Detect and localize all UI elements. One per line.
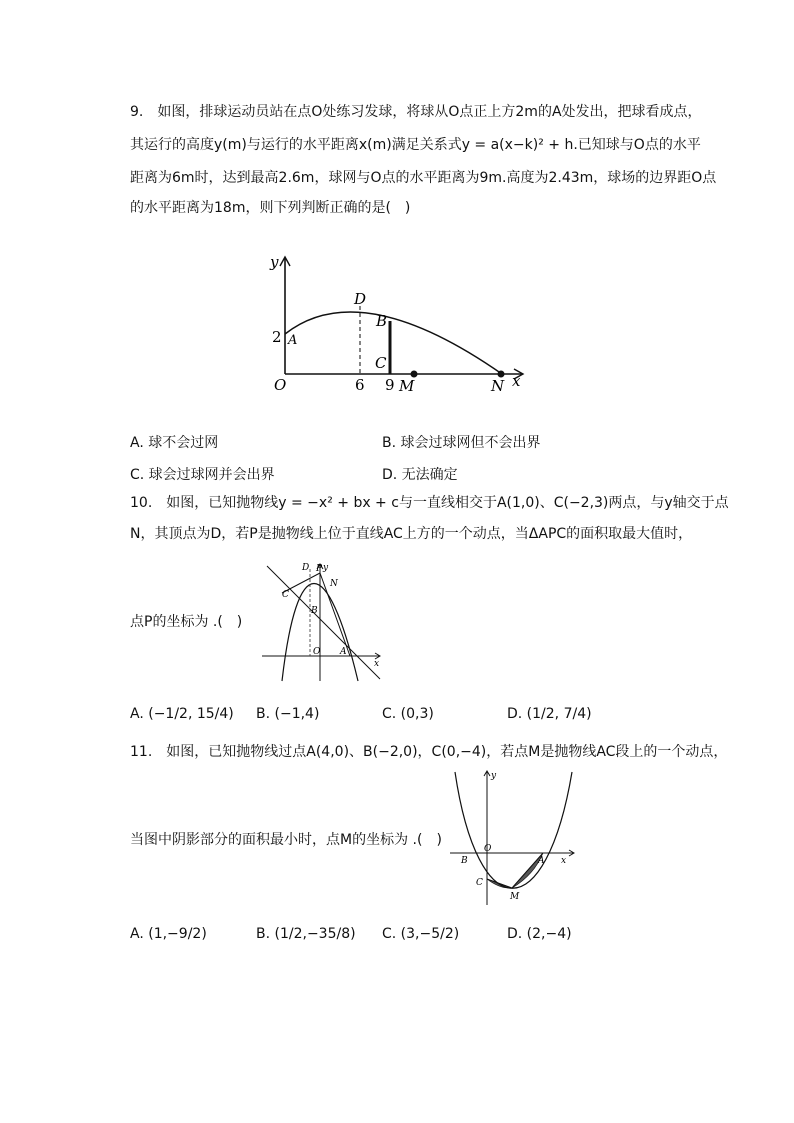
q9-option-b[interactable]: B. 球会过球网但不会出界 <box>382 435 541 451</box>
q9-option-d[interactable]: D. 无法确定 <box>382 467 458 483</box>
origin-label: O <box>313 647 321 657</box>
q10-figure <box>262 561 384 683</box>
origin-label: O <box>274 376 287 394</box>
label-c: C <box>375 354 387 372</box>
label-b: B <box>311 606 318 616</box>
y-label: y <box>323 563 329 573</box>
label-d: D <box>354 290 367 308</box>
q11-figure <box>450 767 580 907</box>
label-c: C <box>282 590 289 600</box>
y-label: y <box>491 771 497 781</box>
origin-label: O <box>484 844 492 854</box>
q11-question: 当图中阴影部分的面积最小时，点M的坐标为 .( ) <box>130 832 442 848</box>
q11-option-d[interactable]: D. (2,−4) <box>507 926 572 942</box>
q9-option-c[interactable]: C. 球会过球网并会出界 <box>130 467 275 483</box>
q10-option-b[interactable]: B. (−1,4) <box>256 706 320 722</box>
chord-cm <box>487 879 512 888</box>
y-label: y <box>270 253 279 271</box>
label-6: 6 <box>355 376 365 394</box>
x-label: x <box>374 659 380 669</box>
q11-option-a[interactable]: A. (1,−9/2) <box>130 926 207 942</box>
label-a: A <box>538 856 545 866</box>
label-m: M <box>399 377 415 395</box>
label-p: P <box>316 564 323 574</box>
parabola <box>455 772 572 888</box>
label-a: A <box>340 647 347 657</box>
q10-line-2: N，其顶点为D，若P是抛物线上位于直线AC上方的一个动点，当ΔAPC的面积取最大值时， <box>130 526 693 542</box>
label-d: D <box>302 563 310 573</box>
label-m: M <box>510 892 520 902</box>
label-2: 2 <box>272 328 282 346</box>
q9-line-2: 其运行的高度y(m)与运行的水平距离x(m)满足关系式y = a(x−k)² + h.已知球与O点的水平 <box>130 137 701 153</box>
x-label: x <box>561 856 567 866</box>
label-n: N <box>330 579 338 589</box>
q10-option-a[interactable]: A. (−1/2, 15/4) <box>130 706 234 722</box>
q10-question: 点P的坐标为 .( ) <box>130 614 243 630</box>
label-b: B <box>461 856 468 866</box>
q10-line-1: 10. 如图，已知抛物线y = −x² + bx + c与一直线相交于A(1,0)、C(−2,3)两点，与y轴交于点 <box>130 495 729 511</box>
q9-line-1: 9. 如图，排球运动员站在点O处练习发球，将球从O点正上方2m的A处发出，把球看成点， <box>130 104 702 120</box>
ball-trajectory <box>285 312 502 374</box>
q11-option-b[interactable]: B. (1/2,−35/8) <box>256 926 356 942</box>
label-b: B <box>376 312 388 330</box>
label-n: N <box>491 377 505 395</box>
q10-option-c[interactable]: C. (0,3) <box>382 706 434 722</box>
x-label: x <box>512 372 521 390</box>
q9-figure <box>262 250 532 400</box>
label-9: 9 <box>385 376 395 394</box>
label-a: A <box>288 333 298 348</box>
q9-option-a[interactable]: A. 球不会过网 <box>130 435 219 451</box>
q9-line-4: 的水平距离为18m，则下列判断正确的是( ) <box>130 200 411 216</box>
label-c: C <box>476 878 483 888</box>
q9-line-3: 距离为6m时，达到最高2.6m，球网与O点的水平距离为9m.高度为2.43m，球场的边界距O点 <box>130 170 717 186</box>
q10-option-d[interactable]: D. (1/2, 7/4) <box>507 706 592 722</box>
q11-line-1: 11. 如图，已知抛物线过点A(4,0)、B(−2,0)，C(0,−4)，若点M是抛物线AC段上的一个动点， <box>130 744 728 760</box>
q11-option-c[interactable]: C. (3,−5/2) <box>382 926 460 942</box>
